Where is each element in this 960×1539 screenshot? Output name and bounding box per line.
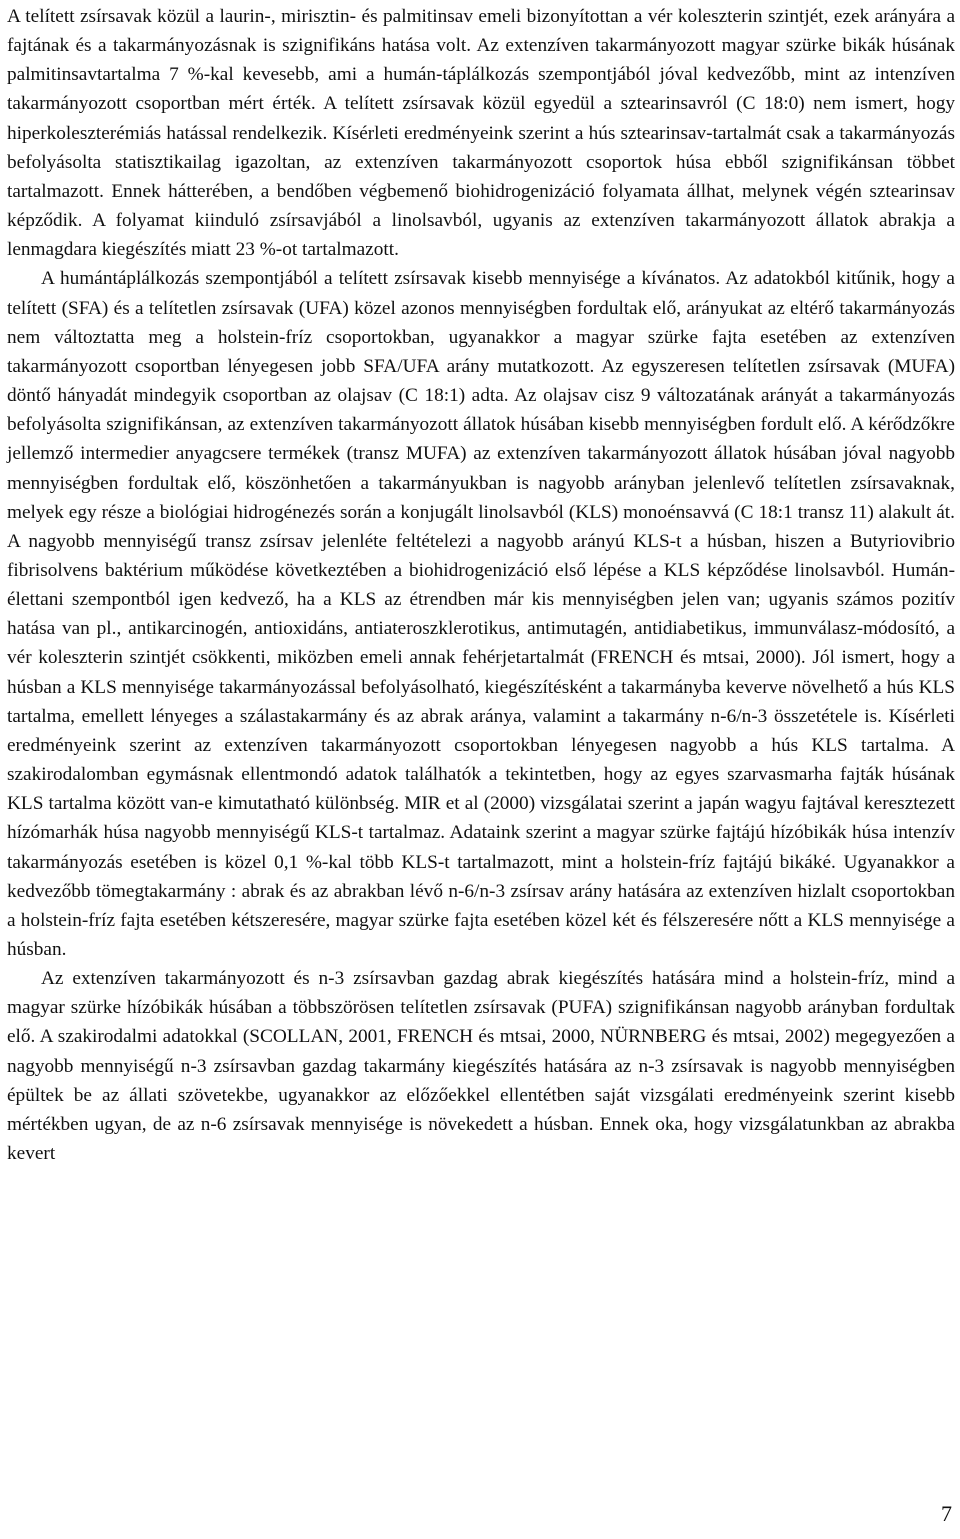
page-number: 7: [941, 1501, 952, 1526]
paragraph-saturated-fatty-acids: A telített zsírsavak közül a laurin-, mirisztin- és palmitinsav emeli bizonyítottan a vér koleszterin szintjét, ezek arányára a fajtának és a takarmányozásnak is szignifikáns hatása volt. Az extenzíven takarmányozott magyar szürke bikák húsának palmitinsavtartalma 7 %-kal kevesebb, ami a humán-táplálkozás szempontjából jóval kedvezőbb, mint az intenzíven takarmányozott csoportban mért érték. A telített zsírsavak közül egyedül a sztearinsavról (C 18:0) nem ismert, hogy hiperkoleszterémiás hatással rendelkezik. Kísérleti eredményeink szerint a hús sztearinsav-tartalmát csak a takarmányozás befolyásolta statisztikailag igazoltan, az extenzíven takarmányozott csoportok húsa ebből szignifikánsan többet tartalmazott. Ennek hátterében, a bendőben végbemenő biohidrogenizáció folyamata állhat, melynek végén sztearinsav képződik. A folyamat kiinduló zsírsavjából a linolsavból, ugyanis az extenzíven takarmányozott állatok abrakja a lenmagdara kiegészítés miatt 23 %-ot tartalmazott.: [7, 6, 955, 261]
document-page: [7, 2, 955, 1168]
paragraph-pufa-n3: Az extenzíven takarmányozott és n-3 zsírsavban gazdag abrak kiegészítés hatására mind a holstein-fríz, mind a magyar szürke hízóbikák húsában a többszörösen telítetlen zsírsavak (PUFA) szignifikánsan nagyobb arányban fordultak elő. A szakirodalmi adatokkal (SCOLLAN, 2001, FRENCH és mtsai, 2000, NÜRNBERG és mtsai, 2002) megegyezően a nagyobb mennyiségű n-3 zsírsavban gazdag takarmány kiegészítés hatására az n-3 zsírsavak is nagyobb mennyiségben épültek be az állati szövetekbe, ugyanakkor az előzőekkel ellentétben saját vizsgálati eredményeink szerint kisebb mértékben ugyan, de az n-6 zsírsavak mennyisége is növekedett a húsban. Ennek oka, hogy vizsgálatunkban az abrakba kevert: [7, 968, 955, 1165]
paragraph-sfa-ufa-kls: A humántáplálkozás szempontjából a telített zsírsavak kisebb mennyisége a kívánatos. Az adatokból kitűnik, hogy a telített (SFA) és a telítetlen zsírsavak (UFA) közel azonos mennyiségben fordultak elő, arányukat az eltérő takarmányozás nem változtatta meg a holstein-fríz csoportokban, ugyanakkor a magyar szürke fajta esetében az extenzíven takarmányozott csoportban lényegesen jobb SFA/UFA arány mutatkozott. Az egyszeresen telítetlen zsírsavak (MUFA) döntő hányadát mindegyik csoportban az olajsav (C 18:1) adta. Az olajsav cisz 9 változatának arányát a takarmányozás befolyásolta szignifikánsan, az extenzíven takarmányozott állatok húsában kisebb mennyiségben fordult elő. A kérődzőkre jellemző intermedier anyagcsere termékek (transz MUFA) az extenzíven takarmányozott állatok húsában jóval nagyobb mennyiségben fordultak elő, köszönhetően a takarmányukban is nagyobb arányban jelenlevő telítetlen zsírsavaknak, melyek egy része a biológiai hidrogénezés során a konjugált linolsavból (KLS) monoénsavvá (C 18:1 transz 11) alakult át. A nagyobb mennyiségű transz zsírsav jelenléte feltételezi a nagyobb arányú KLS-t a húsban, hiszen a Butyriovibrio fibrisolvens baktérium működése következtében a biohidrogenizáció első lépése a KLS képződése linolsavból. Humán-élettani szempontból igen kedvező, ha a KLS az étrendben már kis mennyiségben jelen van; ugyanis számos pozitív hatása van pl., antikarcinogén, antioxidáns, antiateroszklerotikus, antimutagén, antidiabetikus, immunválasz-módosító, a vér koleszterin szintjét csökkenti, miközben emeli annak fehérjetartalmát (FRENCH és mtsai, 2000). Jól ismert, hogy a húsban a KLS mennyisége takarmányozással befolyásolható, kiegészítésként a takarmányba keverve növelhető a hús KLS tartalma, emellett lényeges a szálastakarmány és az abrak aránya, valamint a takarmány n-6/n-3 összetétele is. Kísérleti eredményeink szerint az extenzíven takarmányozott csoportokban lényegesen nagyobb a hús KLS tartalma. A szakirodalomban egymásnak ellentmondó adatok találhatók a tekintetben, hogy az egyes szarvasmarha fajták húsának KLS tartalma között van-e kimutatható különbség. MIR et al (2000) vizsgálatai szerint a japán wagyu fajtával keresztezett hízómarhák húsa nagyobb mennyiségű KLS-t tartalmaz. Adataink szerint a magyar szürke fajtájú hízóbikák húsa intenzív takarmányozás esetében is közel 0,1 %-kal több KLS-t tartalmazott, mint a holstein-fríz fajtájú bikáké. Ugyanakkor a kedvezőbb tömegtakarmány : abrak és az abrakban lévő n-6/n-3 zsírsav arány hatására az extenzíven hizlalt csoportokban a holstein-fríz fajta esetében kétszeresére, magyar szürke fajta esetében közel két és félszeresére nőtt a KLS mennyisége a húsban.: [7, 268, 955, 960]
